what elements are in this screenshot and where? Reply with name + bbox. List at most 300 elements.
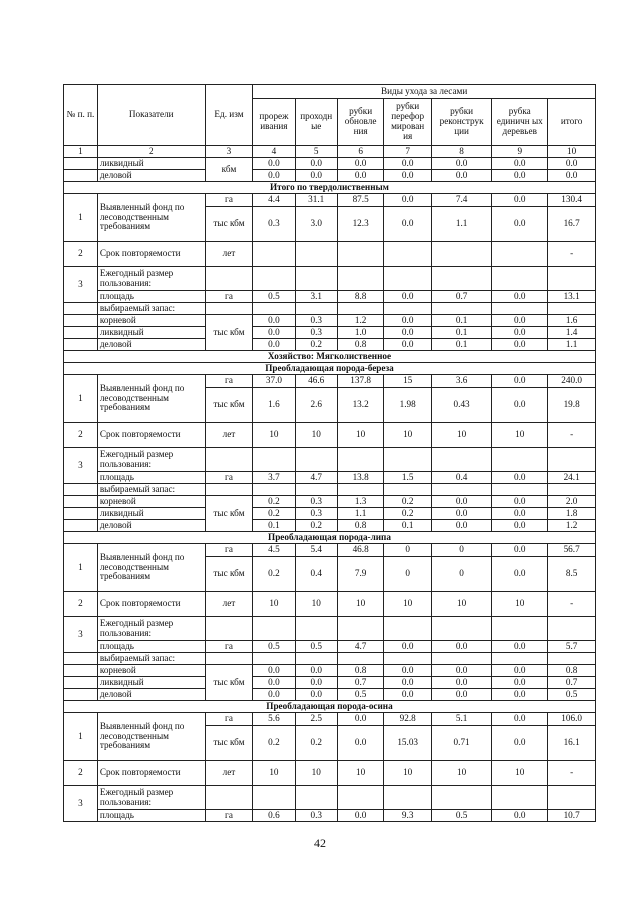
row-label: Выявленный фонд по лесоводственным требованиям xyxy=(97,713,205,761)
row-number: 3 xyxy=(64,786,98,822)
value-cell: 10 xyxy=(295,423,337,448)
table-row xyxy=(64,786,596,810)
value-cell: 0.5 xyxy=(548,689,596,701)
header-number: 5 xyxy=(295,146,337,158)
value-cell: 0.0 xyxy=(492,194,548,207)
row-number: 3 xyxy=(64,267,98,303)
row-label: выбираемый запас: xyxy=(97,484,205,496)
value-cell: 87.5 xyxy=(337,194,384,207)
value-cell: 10 xyxy=(384,592,432,617)
empty-cell xyxy=(205,303,253,315)
row-label: выбираемый запас: xyxy=(97,653,205,665)
header-col: проходн ые xyxy=(295,99,337,146)
empty-cell xyxy=(253,267,295,291)
empty-cell xyxy=(253,653,295,665)
unit-cell: лет xyxy=(205,761,253,786)
value-cell: 8.5 xyxy=(548,557,596,592)
value-cell: 10 xyxy=(337,592,384,617)
value-cell: 0.0 xyxy=(492,158,548,170)
value-cell: 1.98 xyxy=(384,388,432,423)
table-cell xyxy=(64,339,98,351)
header-col: рубки перефор мирован ия xyxy=(384,99,432,146)
row-label: Выявленный фонд по лесоводственным требованиям xyxy=(97,544,205,592)
value-cell: 0.2 xyxy=(295,339,337,351)
table-row xyxy=(64,170,596,182)
empty-cell xyxy=(205,653,253,665)
value-cell: 31.1 xyxy=(295,194,337,207)
value-cell: 0.0 xyxy=(253,315,295,327)
value-cell: 0.0 xyxy=(492,713,548,726)
value-cell: 0 xyxy=(384,557,432,592)
row-label: ликвидный xyxy=(97,508,205,520)
value-cell: 0.0 xyxy=(253,677,295,689)
value-cell: 0.0 xyxy=(492,810,548,822)
section-title: Преобладающая порода-липа xyxy=(64,532,596,544)
row-label: площадь xyxy=(97,472,205,484)
header-col: прореж ивания xyxy=(253,99,295,146)
table-row xyxy=(64,761,596,786)
row-number: 1 xyxy=(64,194,98,242)
value-cell: 0.0 xyxy=(295,689,337,701)
table-row xyxy=(64,375,596,388)
value-cell: 0.0 xyxy=(492,496,548,508)
value-cell: 0.0 xyxy=(384,339,432,351)
empty-cell xyxy=(431,786,491,810)
unit-cell: га xyxy=(205,641,253,653)
value-cell: 0.0 xyxy=(253,665,295,677)
value-cell: 0.0 xyxy=(492,339,548,351)
section-title: Преобладающая порода-осина xyxy=(64,701,596,713)
table-row xyxy=(64,617,596,641)
empty-cell xyxy=(295,448,337,472)
table-row xyxy=(64,665,596,677)
row-label: корневой xyxy=(97,315,205,327)
header-group: Виды ухода за лесами xyxy=(253,85,596,99)
value-cell: 0.0 xyxy=(492,472,548,484)
empty-cell xyxy=(295,484,337,496)
value-cell: 0.0 xyxy=(431,158,491,170)
value-cell: 0.0 xyxy=(384,194,432,207)
empty-cell xyxy=(337,448,384,472)
value-cell: 0.0 xyxy=(492,641,548,653)
header-number: 1 xyxy=(64,146,98,158)
value-cell: 3.0 xyxy=(295,207,337,242)
value-cell: 0.0 xyxy=(431,689,491,701)
table-cell xyxy=(64,496,98,508)
value-cell: 0.0 xyxy=(492,544,548,557)
empty-cell xyxy=(295,617,337,641)
header-col: рубки обновле ния xyxy=(337,99,384,146)
value-cell: 4.4 xyxy=(253,194,295,207)
value-cell: 10 xyxy=(295,761,337,786)
header-number: 9 xyxy=(492,146,548,158)
value-cell: - xyxy=(548,761,596,786)
table-row xyxy=(64,327,596,339)
table-row xyxy=(64,641,596,653)
value-cell: 1.6 xyxy=(548,315,596,327)
value-cell: - xyxy=(548,592,596,617)
value-cell xyxy=(337,242,384,267)
value-cell: 0.1 xyxy=(253,520,295,532)
empty-cell xyxy=(337,267,384,291)
value-cell: 4.5 xyxy=(253,544,295,557)
row-label: ликвидный xyxy=(97,158,205,170)
value-cell: 2.5 xyxy=(295,713,337,726)
value-cell: 0.0 xyxy=(253,158,295,170)
row-label: Ежегодный размер пользования: xyxy=(97,448,205,472)
unit-cell: тыс кбм xyxy=(205,665,253,701)
empty-cell xyxy=(205,617,253,641)
value-cell: 0.0 xyxy=(492,677,548,689)
value-cell: 16.1 xyxy=(548,726,596,761)
unit-cell: га xyxy=(205,194,253,207)
table-cell xyxy=(64,508,98,520)
row-label: деловой xyxy=(97,339,205,351)
empty-cell xyxy=(548,484,596,496)
empty-cell xyxy=(431,267,491,291)
row-label: Ежегодный размер пользования: xyxy=(97,617,205,641)
unit-cell: тыс кбм xyxy=(205,726,253,761)
value-cell xyxy=(295,242,337,267)
value-cell: 4.7 xyxy=(295,472,337,484)
empty-cell xyxy=(253,448,295,472)
value-cell: 1.0 xyxy=(337,327,384,339)
table-row xyxy=(64,182,596,194)
value-cell: 0.0 xyxy=(253,339,295,351)
value-cell: 1.2 xyxy=(548,520,596,532)
value-cell: 0.2 xyxy=(253,726,295,761)
forest-care-table xyxy=(63,84,596,822)
row-label: Срок повторяемости xyxy=(97,761,205,786)
unit-cell: га xyxy=(205,291,253,303)
value-cell: 0.7 xyxy=(337,677,384,689)
empty-cell xyxy=(548,786,596,810)
value-cell: 5.4 xyxy=(295,544,337,557)
value-cell: 10 xyxy=(295,592,337,617)
value-cell: 0.3 xyxy=(295,315,337,327)
empty-cell xyxy=(337,303,384,315)
value-cell: 0.1 xyxy=(431,315,491,327)
header-col: рубка единичн ых деревьев xyxy=(492,99,548,146)
empty-cell xyxy=(384,448,432,472)
value-cell: 0.0 xyxy=(337,158,384,170)
empty-cell xyxy=(295,267,337,291)
table-row xyxy=(64,520,596,532)
value-cell: 0.0 xyxy=(384,207,432,242)
empty-cell xyxy=(548,448,596,472)
value-cell: 10.7 xyxy=(548,810,596,822)
value-cell: 1.4 xyxy=(548,327,596,339)
empty-cell xyxy=(492,617,548,641)
value-cell: 0 xyxy=(431,544,491,557)
empty-cell xyxy=(384,617,432,641)
row-label: Выявленный фонд по лесоводственным требованиям xyxy=(97,194,205,242)
table-row xyxy=(64,363,596,375)
empty-cell xyxy=(431,484,491,496)
row-label: деловой xyxy=(97,520,205,532)
table-row xyxy=(64,532,596,544)
unit-cell: лет xyxy=(205,423,253,448)
header-unit: Ед. изм xyxy=(205,85,253,146)
value-cell: 106.0 xyxy=(548,713,596,726)
table-row xyxy=(64,351,596,363)
empty-cell xyxy=(384,267,432,291)
row-number: 2 xyxy=(64,423,98,448)
empty-cell xyxy=(205,484,253,496)
value-cell: 0.0 xyxy=(492,327,548,339)
header-number: 10 xyxy=(548,146,596,158)
table-cell xyxy=(64,689,98,701)
section-title: Преобладающая порода-береза xyxy=(64,363,596,375)
value-cell: 0.0 xyxy=(253,689,295,701)
row-label: Срок повторяемости xyxy=(97,423,205,448)
empty-cell xyxy=(431,303,491,315)
value-cell: 0.5 xyxy=(295,641,337,653)
value-cell: 10 xyxy=(384,761,432,786)
empty-cell xyxy=(205,448,253,472)
page-number: 42 xyxy=(314,836,326,850)
value-cell: 10 xyxy=(492,423,548,448)
section-title: Хозяйство: Мягколиственное xyxy=(64,351,596,363)
table-cell xyxy=(64,170,98,182)
row-label: Срок повторяемости xyxy=(97,592,205,617)
value-cell: 0.0 xyxy=(431,170,491,182)
value-cell: 0.0 xyxy=(337,726,384,761)
row-label: площадь xyxy=(97,641,205,653)
empty-cell xyxy=(253,617,295,641)
value-cell: - xyxy=(548,423,596,448)
empty-cell xyxy=(431,448,491,472)
value-cell: 0.2 xyxy=(253,496,295,508)
empty-cell xyxy=(548,303,596,315)
row-number: 1 xyxy=(64,544,98,592)
value-cell: 0.0 xyxy=(384,327,432,339)
value-cell: 4.7 xyxy=(337,641,384,653)
value-cell: 0.1 xyxy=(431,327,491,339)
table-cell xyxy=(64,303,98,315)
value-cell: 0.2 xyxy=(253,557,295,592)
header-col: итого xyxy=(548,99,596,146)
value-cell: 3.1 xyxy=(295,291,337,303)
value-cell: 0.4 xyxy=(431,472,491,484)
table-row xyxy=(64,472,596,484)
value-cell: 10 xyxy=(431,761,491,786)
empty-cell xyxy=(431,653,491,665)
value-cell: 0.0 xyxy=(492,291,548,303)
value-cell: 0.0 xyxy=(492,375,548,388)
value-cell: 0.0 xyxy=(548,170,596,182)
row-label: Ежегодный размер пользования: xyxy=(97,267,205,291)
table-cell xyxy=(64,315,98,327)
value-cell: 5.6 xyxy=(253,713,295,726)
empty-cell xyxy=(337,653,384,665)
value-cell: 15.03 xyxy=(384,726,432,761)
empty-cell xyxy=(492,653,548,665)
unit-cell: га xyxy=(205,544,253,557)
empty-cell xyxy=(492,448,548,472)
empty-cell xyxy=(492,267,548,291)
header-number: 3 xyxy=(205,146,253,158)
value-cell: 0.5 xyxy=(431,810,491,822)
table-row xyxy=(64,339,596,351)
value-cell: 0.0 xyxy=(492,557,548,592)
value-cell: 0.8 xyxy=(337,665,384,677)
value-cell: 0.2 xyxy=(384,508,432,520)
value-cell: 10 xyxy=(431,592,491,617)
value-cell: 0 xyxy=(431,557,491,592)
value-cell: 0.7 xyxy=(431,291,491,303)
unit-cell: кбм xyxy=(205,158,253,182)
value-cell: 10 xyxy=(431,423,491,448)
value-cell: 0.0 xyxy=(492,315,548,327)
value-cell: 0.0 xyxy=(384,158,432,170)
value-cell: 0.0 xyxy=(492,726,548,761)
empty-cell xyxy=(337,484,384,496)
row-label: деловой xyxy=(97,170,205,182)
value-cell: 37.0 xyxy=(253,375,295,388)
value-cell: 56.7 xyxy=(548,544,596,557)
value-cell: 0.3 xyxy=(253,207,295,242)
value-cell: 10 xyxy=(492,592,548,617)
unit-cell: тыс кбм xyxy=(205,315,253,351)
unit-cell: лет xyxy=(205,242,253,267)
value-cell: 0.2 xyxy=(295,520,337,532)
value-cell: 13.8 xyxy=(337,472,384,484)
row-label: корневой xyxy=(97,496,205,508)
value-cell: 13.1 xyxy=(548,291,596,303)
value-cell: 0.3 xyxy=(295,327,337,339)
unit-cell: тыс кбм xyxy=(205,388,253,423)
table-row xyxy=(64,291,596,303)
empty-cell xyxy=(337,617,384,641)
table-row xyxy=(64,701,596,713)
value-cell: 3.7 xyxy=(253,472,295,484)
row-label: ликвидный xyxy=(97,677,205,689)
table-cell xyxy=(64,158,98,170)
section-title: Итого по твердолиственным xyxy=(64,182,596,194)
value-cell: 1.6 xyxy=(253,388,295,423)
empty-cell xyxy=(431,617,491,641)
table-row xyxy=(64,267,596,291)
value-cell: 0.0 xyxy=(384,689,432,701)
value-cell: 0.6 xyxy=(253,810,295,822)
value-cell: 92.8 xyxy=(384,713,432,726)
value-cell: 0.0 xyxy=(384,170,432,182)
row-number: 2 xyxy=(64,592,98,617)
value-cell: 0.0 xyxy=(492,520,548,532)
value-cell: 15 xyxy=(384,375,432,388)
header-col: рубки реконструк ции xyxy=(431,99,491,146)
value-cell: 5.7 xyxy=(548,641,596,653)
row-label: площадь xyxy=(97,291,205,303)
empty-cell xyxy=(384,653,432,665)
empty-cell xyxy=(548,617,596,641)
row-number: 3 xyxy=(64,448,98,484)
value-cell: 0.8 xyxy=(548,665,596,677)
value-cell: 0.0 xyxy=(384,641,432,653)
value-cell: 1.8 xyxy=(548,508,596,520)
value-cell: 10 xyxy=(337,423,384,448)
row-number: 1 xyxy=(64,375,98,423)
value-cell: 2.6 xyxy=(295,388,337,423)
value-cell: 0.0 xyxy=(253,327,295,339)
value-cell: 1.1 xyxy=(337,508,384,520)
table-row xyxy=(64,484,596,496)
value-cell: 24.1 xyxy=(548,472,596,484)
value-cell: 0 xyxy=(384,544,432,557)
value-cell xyxy=(431,242,491,267)
table-row xyxy=(64,315,596,327)
table-row xyxy=(64,810,596,822)
table-row xyxy=(64,544,596,557)
value-cell: 0.0 xyxy=(337,810,384,822)
value-cell: 10 xyxy=(492,761,548,786)
value-cell: 0.8 xyxy=(337,520,384,532)
value-cell: 0.0 xyxy=(431,665,491,677)
value-cell: - xyxy=(548,242,596,267)
value-cell: 240.0 xyxy=(548,375,596,388)
empty-cell xyxy=(384,484,432,496)
empty-cell xyxy=(253,303,295,315)
table-cell xyxy=(64,327,98,339)
value-cell: 10 xyxy=(384,423,432,448)
value-cell: 46.6 xyxy=(295,375,337,388)
value-cell: 10 xyxy=(337,761,384,786)
header-number: 4 xyxy=(253,146,295,158)
value-cell: 0.8 xyxy=(337,339,384,351)
value-cell: 13.2 xyxy=(337,388,384,423)
value-cell: 10 xyxy=(253,423,295,448)
value-cell: 0.3 xyxy=(295,810,337,822)
empty-cell xyxy=(384,786,432,810)
row-number: 2 xyxy=(64,242,98,267)
value-cell xyxy=(384,242,432,267)
value-cell: 7.9 xyxy=(337,557,384,592)
row-label: Ежегодный размер пользования: xyxy=(97,786,205,810)
value-cell: 0.2 xyxy=(253,508,295,520)
empty-cell xyxy=(253,484,295,496)
unit-cell: тыс кбм xyxy=(205,496,253,532)
value-cell: 0.5 xyxy=(337,689,384,701)
unit-cell: тыс кбм xyxy=(205,557,253,592)
value-cell: 1.5 xyxy=(384,472,432,484)
value-cell: 0.0 xyxy=(492,207,548,242)
table-row xyxy=(64,689,596,701)
row-label: ликвидный xyxy=(97,327,205,339)
empty-cell xyxy=(205,786,253,810)
table-row xyxy=(64,423,596,448)
empty-cell xyxy=(295,653,337,665)
value-cell: 0.0 xyxy=(492,388,548,423)
value-cell: 0.5 xyxy=(253,291,295,303)
row-label: корневой xyxy=(97,665,205,677)
value-cell: 1.3 xyxy=(337,496,384,508)
value-cell: 16.7 xyxy=(548,207,596,242)
value-cell: 0.7 xyxy=(548,677,596,689)
value-cell: 0.71 xyxy=(431,726,491,761)
value-cell: 0.0 xyxy=(492,508,548,520)
unit-cell: лет xyxy=(205,592,253,617)
table-row xyxy=(64,653,596,665)
value-cell: 0.2 xyxy=(295,726,337,761)
value-cell: 0.0 xyxy=(492,170,548,182)
value-cell: 0.5 xyxy=(253,641,295,653)
empty-cell xyxy=(295,786,337,810)
row-number: 2 xyxy=(64,761,98,786)
value-cell: 0.0 xyxy=(548,158,596,170)
value-cell: 0.0 xyxy=(384,665,432,677)
table-row xyxy=(64,242,596,267)
